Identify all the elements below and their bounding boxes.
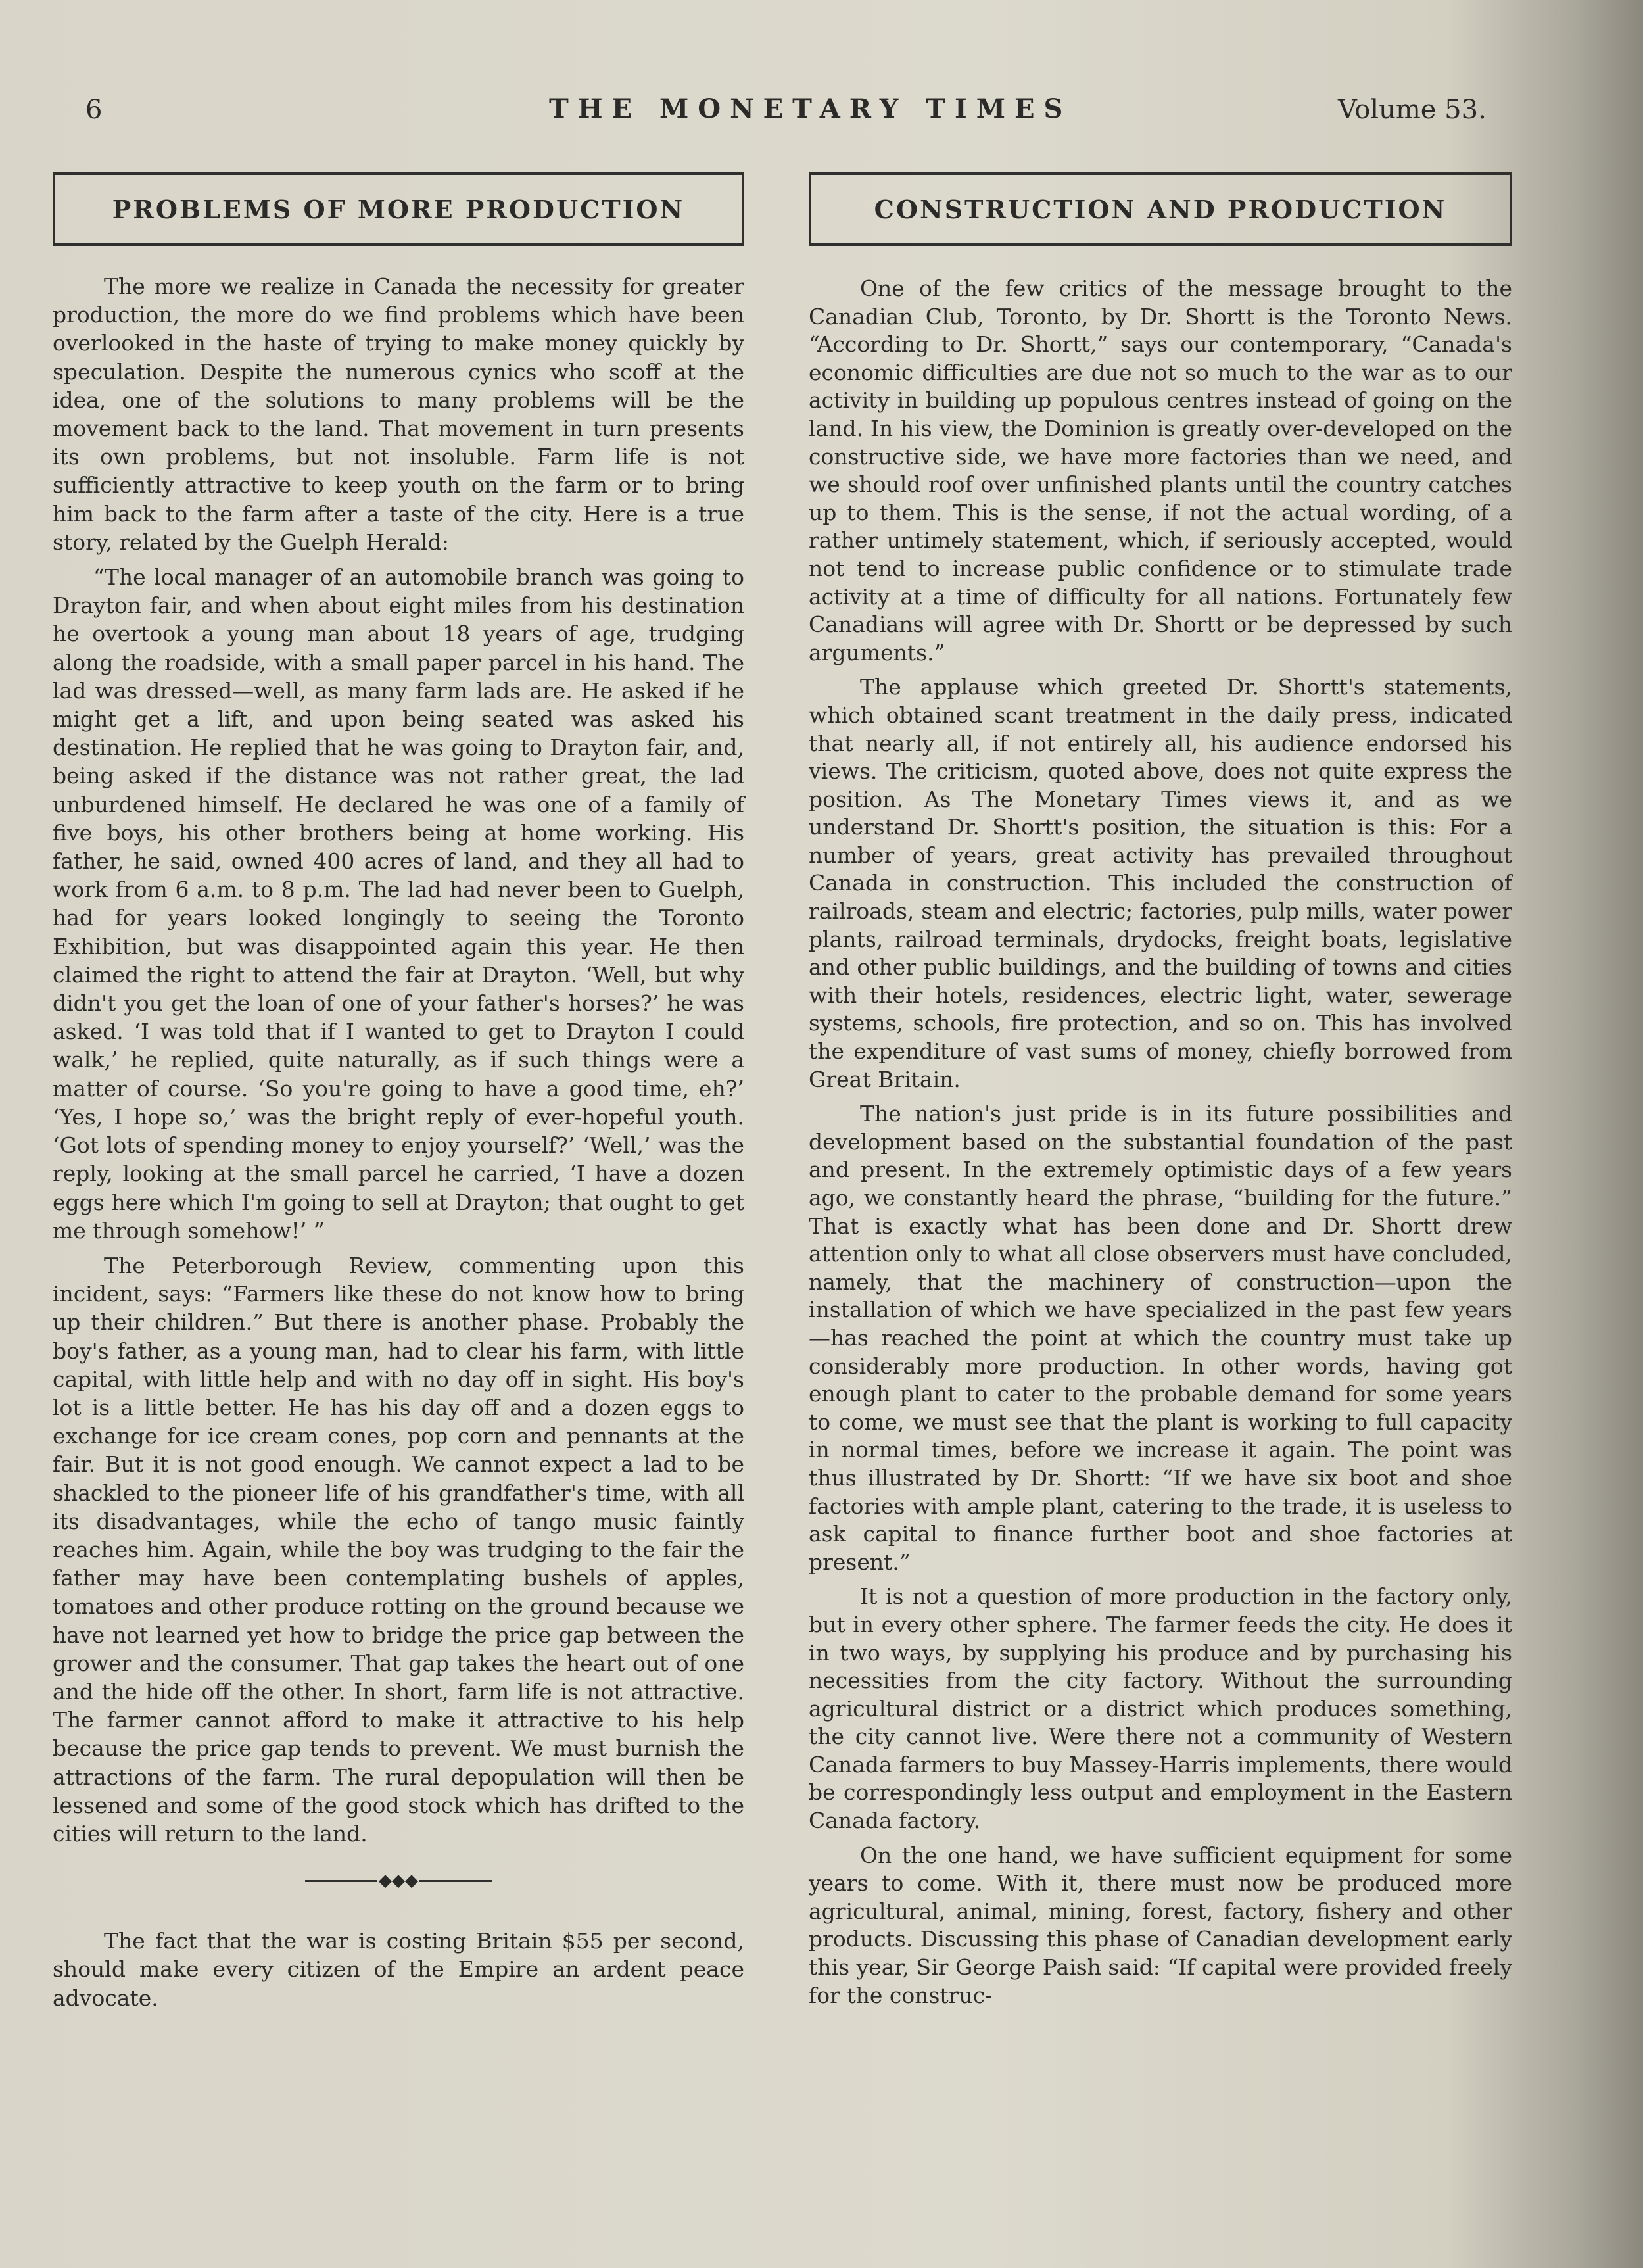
divider-ornament-icon: ◆◆◆ — [379, 1871, 418, 1891]
right-article-heading: CONSTRUCTION AND PRODUCTION — [809, 172, 1512, 246]
journal-title: THE MONETARY TIMES — [549, 93, 1072, 124]
paragraph: The nation's just pride is in its future possibilities and development based on the substantial foundation of the past and present. In the extremely optimistic days of a few years ago, we constantly heard the phrase, “building for the future.” That is exactly what has been done and Dr. Shortt drew attention only to what all close observers must have concluded, namely, that the machinery of construction—upon the installation of which we have specialized in the past few years—has reached the point at which the country must take up considerably more production. In other words, having got enough plant to cater to the probable demand for some years to come, we must see that the plant is working to full capacity in normal times, before we increase it again. The point was thus illustrated by Dr. Shortt: “If we have six boot and shoe factories with ample plant, catering to the trade, it is useless to ask capital to finance further boot and shoe factories at present.” — [809, 1101, 1512, 1575]
divider-rule-right — [419, 1880, 492, 1882]
left-column — [53, 172, 744, 2019]
volume-label: Volume 53. — [1338, 95, 1487, 125]
section-divider — [53, 1861, 744, 1900]
quoted-story: “The local manager of an automobile branch was going to Drayton fair, and when about eight miles from his destination he overtook a young man about 18 years of age, trudging along the roadside, with a small paper parcel in his hand. The lad was dressed—well, as many farm lads are. He asked if he might get a lift, and upon being seated was asked his destination. He replied that he was going to Drayton fair, and, being asked if the distance was not rather great, the lad unburdened himself. He declared he was one of a family of five boys, his other brothers being at home working. His father, he said, owned 400 acres of land, and they all had to work from 6 a.m. to 8 p.m. The lad had never been to Guelph, had for years looked longingly to seeing the Toronto Exhibition, but was disappointed again this year. He then claimed the right to attend the fair at Drayton. ‘Well, but why didn't you get the loan of one of your father's horses?’ he was asked. ‘I was told that if I wanted to get to Drayton I could walk,’ he replied, quite naturally, as if such things were a matter of course. ‘So you're going to have a good time, eh?’ ‘Yes, I hope so,’ was the bright reply of ever-hopeful youth. ‘Got lots of spending money to enjoy yourself?’ ‘Well,’ was the reply, looking at the small parcel he carried, ‘I have a dozen eggs here which I'm going to sell at Drayton; that ought to get me through somehow!’ ” — [53, 564, 744, 1243]
right-article-body — [809, 275, 1512, 2010]
paragraph: One of the few critics of the message brought to the Canadian Club, Toronto, by Dr. Shortt is the Toronto News. “According to Dr. Shortt,” says our contemporary, “Canada's economic difficulties are due not so much to the war as to our activity in building up populous centres instead of going on the land. In his view, the Dominion is greatly over-developed on the constructive side, we have more factories than we need, and we should roof over unfinished plants until the country catches up to them. This is the sense, if not the actual wording, of a rather untimely statement, which, if seriously accepted, would not tend to increase public confidence or to stimulate trade activity at a time of difficulty for all nations. Fortunately few Canadians will agree with Dr. Shortt or be depressed by such arguments.” — [809, 276, 1512, 665]
right-column — [809, 172, 1512, 2016]
paragraph: On the one hand, we have sufficient equipment for some years to come. With it, there must now be produced more agricultural, animal, mining, forest, factory, fishery and other products. Discussing this phase of Canadian development early this year, Sir George Paish said: “If capital were provided freely for the construc- — [809, 1842, 1512, 2008]
paragraph: The applause which greeted Dr. Shortt's statements, which obtained scant treatment in the daily press, indicated that nearly all, if not entirely all, his audience endorsed his views. The criticism, quoted above, does not quite express the position. As The Monetary Times views it, and as we understand Dr. Shortt's position, the situation is this: For a number of years, great activity has prevailed throughout Canada in construction. This included the construction of railroads, steam and electric; factories, pulp mills, water power plants, railroad terminals, drydocks, freight boats, legislative and other public buildings, and the building of towns and cities with their hotels, residences, electric light, water, sewerage systems, schools, fire protection, and so on. This has involved the expenditure of vast sums of money, chiefly borrowed from Great Britain. — [809, 674, 1512, 1092]
running-head — [0, 85, 1643, 125]
page-number: 6 — [85, 95, 103, 125]
left-article-body — [53, 272, 744, 2012]
paragraph: The more we realize in Canada the necessity for greater production, the more do we find problems which have been overlooked in the haste of trying to make money quickly by speculation. Despite the numerous cynics who scoff at the idea, one of the solutions to many problems will be the movement back to the land. That movement in turn presents its own problems, but not insoluble. Farm life is not sufficiently attractive to keep youth on the farm or to bring him back to the farm after a taste of the city. Here is a true story, related by the Guelph Herald: — [53, 274, 744, 555]
divider-rule-left — [305, 1880, 377, 1882]
footnote-paragraph: The fact that the war is costing Britain $55 per second, should make every citizen of the Empire an ardent peace advocate. — [53, 1928, 744, 2011]
paragraph: It is not a question of more production in the factory only, but in every other sphere. The farmer feeds the city. He does it in two ways, by supplying his produce and by purchasing his necessities from the city factory. Without the surrounding agricultural district or a district which produces something, the city cannot live. Were there not a community of Western Canada farmers to buy Massey-Harris implements, there would be correspondingly less output and employment in the Eastern Canada factory. — [809, 1583, 1512, 1834]
paragraph: The Peterborough Review, commenting upon this incident, says: “Farmers like these do not know how to bring up their children.” But there is another phase. Probably the boy's father, as a young man, had to clear his farm, with little capital, with little help and with no day off in sight. His boy's lot is a little better. He has his day off and a dozen eggs to exchange for ice cream cones, pop corn and pennants at the fair. But it is not good enough. We cannot expect a lad to be shackled to the pioneer life of his grandfather's time, with all its disadvantages, while the echo of tango music faintly reaches him. Again, while the boy was trudging to the fair the father may have been contemplating bushels of apples, tomatoes and other produce rotting on the ground because we have not learned yet how to bridge the price gap between the grower and the consumer. That gap takes the heart out of one and the hide off the other. In short, farm life is not attractive. The farmer cannot afford to make it attractive to his help because the price gap tends to prevent. We must burnish the attractions of the farm. The rural depopulation will then be lessened and some of the good stock which has drifted to the cities will return to the land. — [53, 1252, 744, 1846]
left-article-heading: PROBLEMS OF MORE PRODUCTION — [53, 172, 744, 246]
